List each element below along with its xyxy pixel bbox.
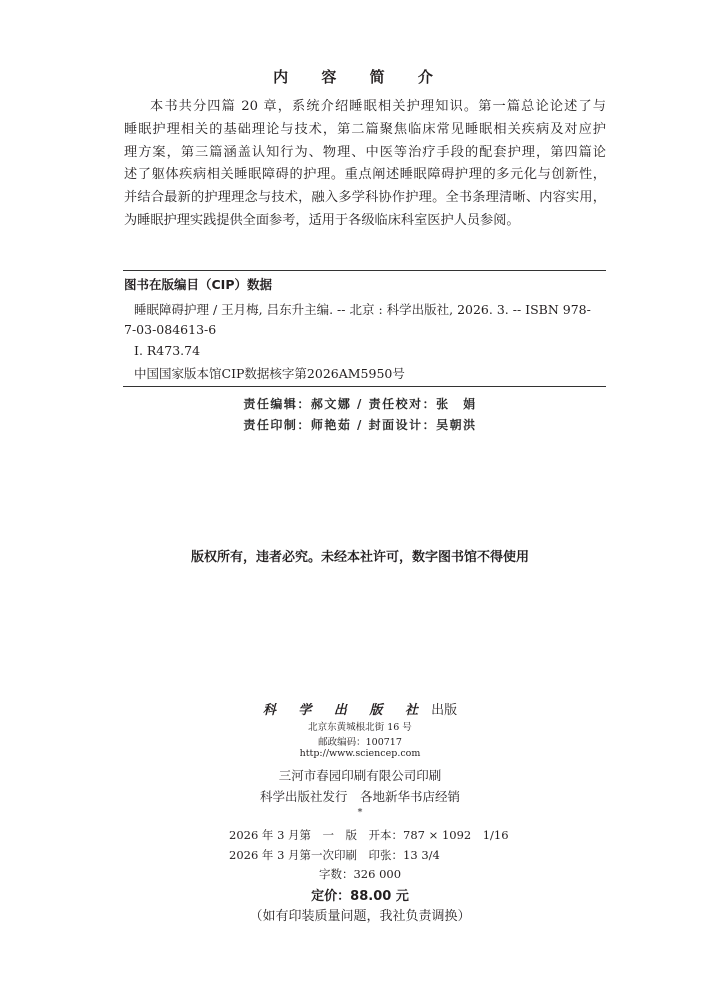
edition-info: 2026 年 3 月第 一 版 开本：787 × 1092 1/16 [229,828,509,842]
publisher-suffix: 出版 [431,703,458,718]
staff-credits-line1: 责任编辑：郝文娜 / 责任校对：张 娟 [243,397,477,411]
cip-entry: 睡眠障碍护理 / 王月梅, 吕东升主编. -- 北京 : 科学出版社, 2026. 3. -- ISBN 978- [134,302,591,317]
summary-line: 本书共分四篇 20 章，系统介绍睡眠相关护理知识。第一篇总论论述了与 [150,99,606,114]
distribution: 科学出版社发行 各地新华书店经销 [259,789,460,804]
publisher-name: 科 学 出 版 社 [262,703,427,718]
cip-top-rule [123,270,606,271]
summary-body [124,96,606,233]
copyright-notice: 版权所有，违者必究。未经本社许可，数字图书馆不得使用 [190,550,529,565]
publisher-url: http://www.sciencep.com [299,748,421,759]
summary-line: 并结合最新的护理理念与技术，融入多学科协作护理。全书条理清晰、内容实用， [124,190,606,206]
summary-line: 述了躯体疾病相关睡眠障碍的护理。重点阐述睡眠障碍护理的多元化与创新性， [124,167,606,183]
quality-note: （如有印装质量问题，我社负责调换） [249,909,471,924]
separator-asterisk: * [357,807,363,818]
printing-info: 2026 年 3 月第一次印刷 印张：13 3/4 [229,848,440,862]
summary-line: 理方案，第三篇涵盖认知行为、物理、中医等治疗手段的配套护理，第四篇论 [124,144,606,160]
publisher-line [0,699,720,718]
cip-classification: Ⅰ. R473.74 [134,343,201,358]
price: 定价：88.00 元 [311,889,409,904]
publisher-address: 北京东黄城根北街 16 号 [308,722,412,733]
cip-bottom-rule [123,386,606,387]
printer: 三河市春园印刷有限公司印刷 [278,768,442,783]
cip-record-number: 中国国家版本馆CIP数据核字第2026AM5950号 [134,366,405,381]
publisher-postcode: 邮政编码：100717 [318,737,402,748]
summary-title: 内 容 简 介 [273,68,447,86]
staff-credits-line2: 责任印制：师艳茹 / 封面设计：吴朝洪 [243,418,477,432]
cip-heading: 图书在版编目（CIP）数据 [124,277,272,292]
word-count: 字数：326 000 [318,867,402,881]
summary-line: 为睡眠护理实践提供全面参考，适用于各级临床科室医护人员参阅。 [124,212,520,228]
summary-line: 睡眠护理相关的基础理论与技术，第二篇聚焦临床常见睡眠相关疾病及对应护 [124,121,606,137]
cip-isbn-continuation: 7-03-084613-6 [124,322,217,337]
